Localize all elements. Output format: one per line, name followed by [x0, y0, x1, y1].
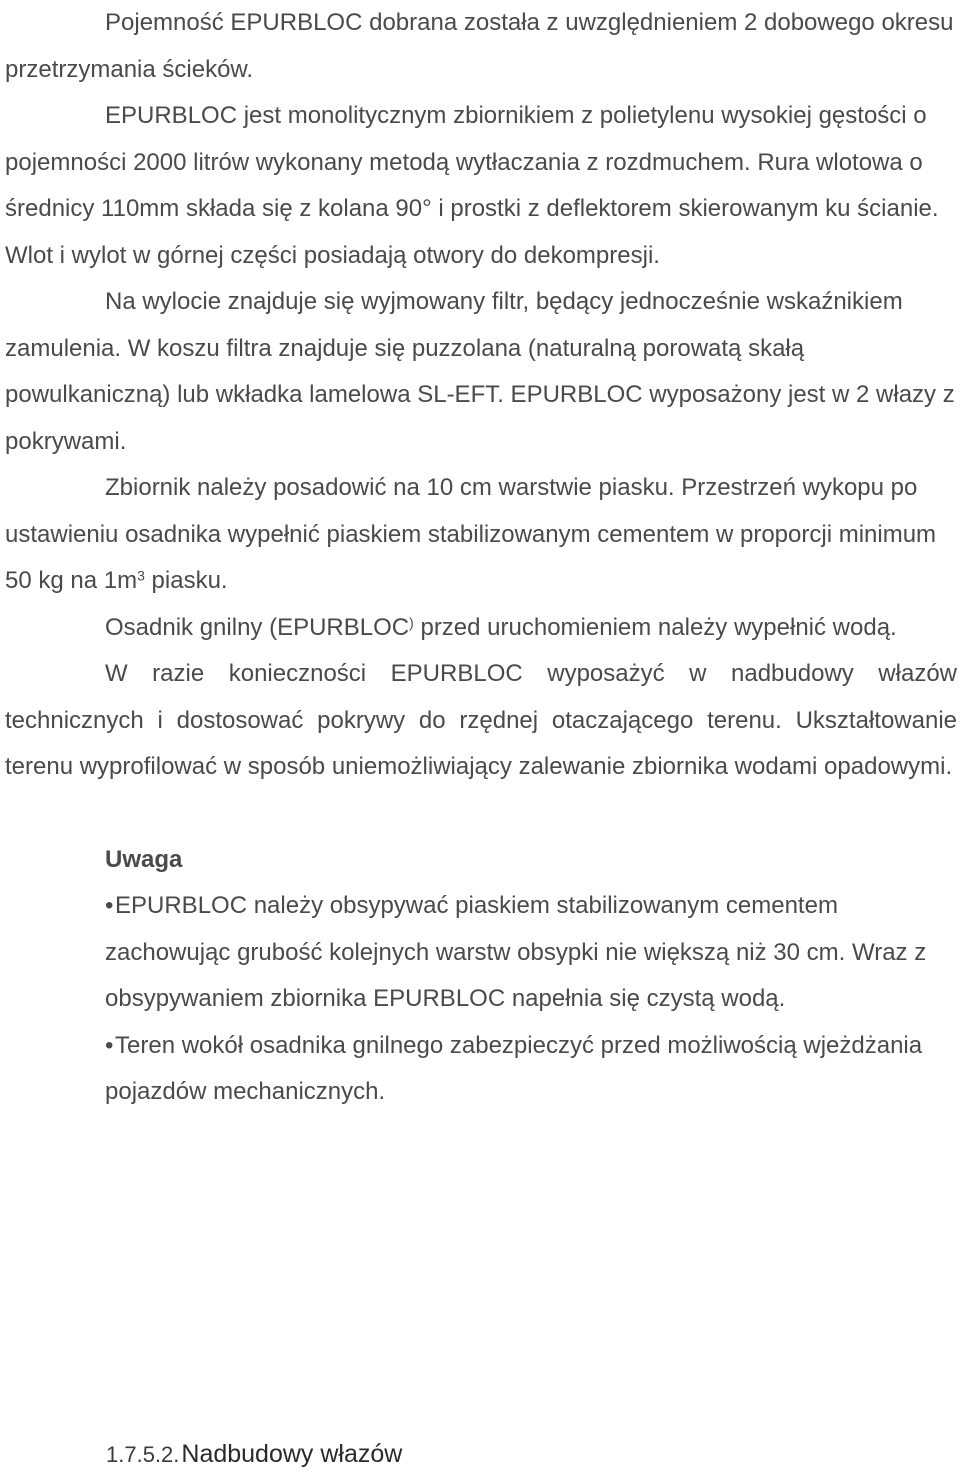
section-heading [106, 1434, 402, 1475]
section-number: 1.7.5.2. [106, 1442, 180, 1467]
section-title: Nadbudowy włazów [181, 1440, 403, 1468]
warning-item-1 [5, 883, 957, 1023]
superscript-cubic: 3 [137, 567, 145, 584]
installation-text: Zbiornik należy posadowić na 10 cm warstwie piasku. Przestrzeń wykopu po ustawieniu osadnika wypełnić piaskiem stabilizowanym cementem w proporcji minimum 50 kg na 1m [5, 474, 937, 594]
warning-item-1-text: EPURBLOC należy obsypywać piaskiem stabilizowanym cementem zachowując grubość kolejnych warstw obsypki nie większą niż 30 cm. Wraz z obsypywaniem zbiornika EPURBLOC napełnia się czystą wodą. [105, 892, 927, 1012]
warning-item-2 [5, 1023, 957, 1116]
fill-water-text-b: przed uruchomieniem należy wypełnić wodą. [413, 613, 897, 641]
paragraph-filter: Na wylocie znajduje się wyjmowany filtr, będący jednocześnie wskaźnikiem zamulenia. W koszu filtra znajduje się puzzolana (naturalną porowatą skałą powulkaniczną) lub wkładka lamelowa SL-EFT. EPURBLOC wyposażony jest w 2 włazy z pokrywami. [5, 288, 955, 455]
spacer [5, 791, 957, 837]
paragraph-fill-water [5, 605, 957, 652]
superscript-paren: ) [409, 613, 414, 630]
paragraph-capacity: Pojemność EPURBLOC dobrana została z uwzględnieniem 2 dobowego okresu przetrzymania ścieków. [5, 9, 954, 83]
warning-item-2-text: Teren wokół osadnika gnilnego zabezpieczyć przed możliwością wjeżdżania pojazdów mechanicznych. [105, 1031, 923, 1105]
warning-heading: Uwaga [105, 845, 183, 873]
document-body [5, 0, 957, 1116]
installation-tail: piasku. [144, 567, 228, 594]
paragraph-extensions: W razie konieczności EPURBLOC wyposażyć w nadbudowy włazów technicznych i dostosować pokrywy do rzędnej otaczającego terenu. Ukształtowanie terenu wyprofilować w sposób uniemożliwiający zalewanie zbiornika wodami opadowymi. [5, 660, 957, 780]
paragraph-tank-description: EPURBLOC jest monolitycznym zbiornikiem z polietylenu wysokiej gęstości o pojemności 2000 litrów wykonany metodą wytłaczania z rozdmuchem. Rura wlotowa o średnicy 110mm składa się z kolana 90° i prostki z deflektorem skierowanym ku ścianie. Wlot i wylot w górnej części posiadają otwory do dekompresji. [5, 102, 939, 269]
paragraph-installation [5, 465, 957, 605]
fill-water-text-a: Osadnik gnilny (EPURBLOC [105, 613, 410, 641]
bullet-icon: • [105, 1031, 114, 1059]
bullet-icon: • [105, 892, 114, 919]
